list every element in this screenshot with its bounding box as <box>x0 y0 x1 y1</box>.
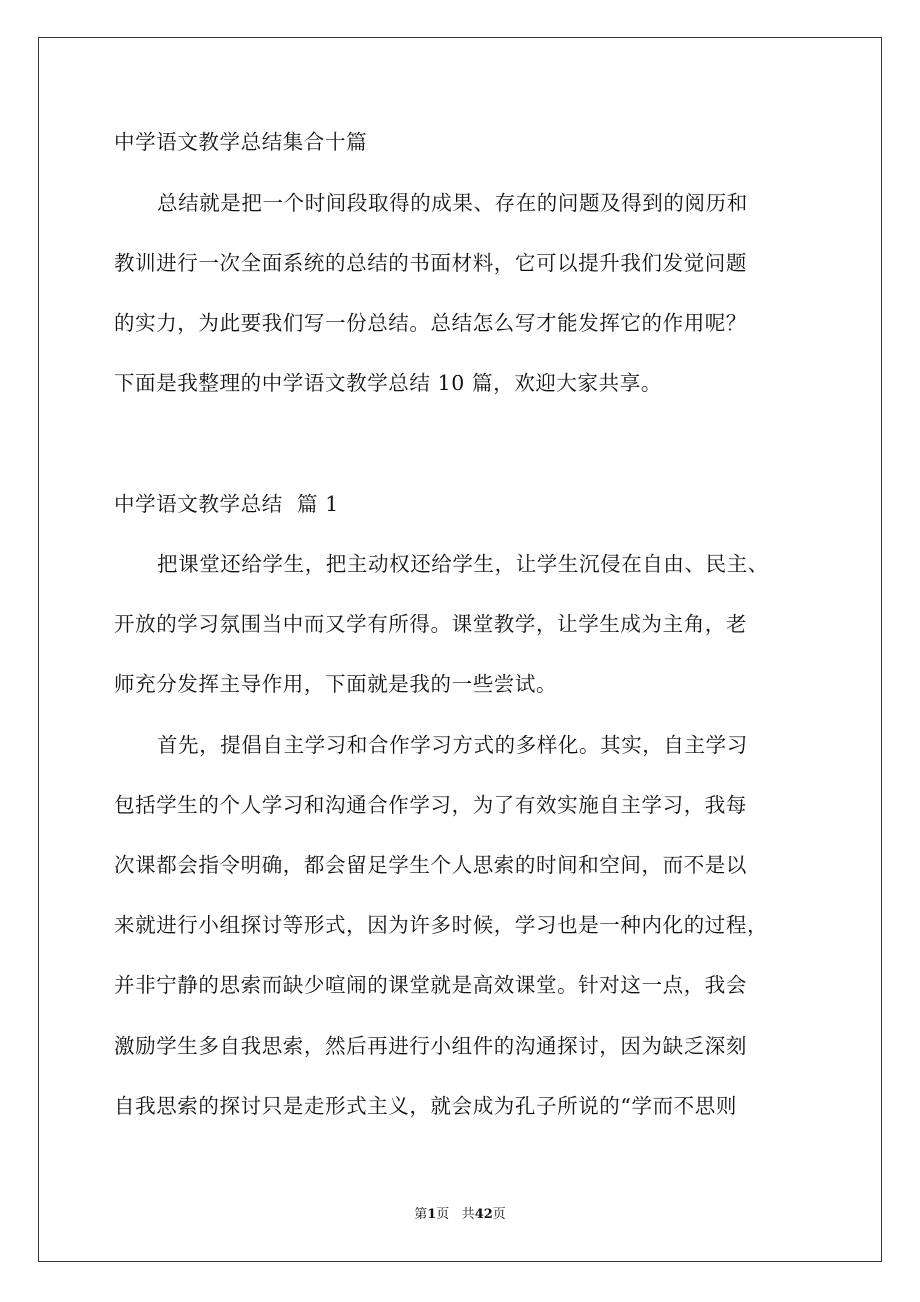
footer-prefix: 第 <box>414 1207 428 1222</box>
page-border <box>38 37 882 1262</box>
footer-page-number: 1 <box>427 1207 437 1222</box>
page-footer <box>0 1206 920 1224</box>
document-title: 中学语文教学总结集合十篇 <box>114 130 368 154</box>
paragraph-line: 自我思索的探讨只是走形式主义，就会成为孔子所说的“学而不思则 <box>114 1094 737 1118</box>
footer-page-suffix: 页 <box>436 1207 450 1222</box>
paragraph-line: 次课都会指令明确，都会留足学生个人思索的时间和空间，而不是以 <box>114 853 747 877</box>
paragraph-line: 首先，提倡自主学习和合作学习方式的多样化。其实，自主学习 <box>157 733 748 757</box>
intro-line: 下面是我整理的中学语文教学总结 10 篇，欢迎大家共享。 <box>114 371 662 395</box>
intro-line: 教训进行一次全面系统的总结的书面材料，它可以提升我们发觉问题 <box>114 251 747 275</box>
footer-total-pages: 42 <box>474 1207 493 1222</box>
intro-line: 的实力，为此要我们写一份总结。总结怎么写才能发挥它的作用呢？ <box>114 311 747 335</box>
footer-total-suffix: 页 <box>492 1207 506 1222</box>
section-heading: 中学语文教学总结 篇 1 <box>114 492 339 516</box>
paragraph-line: 来就进行小组探讨等形式，因为许多时候，学习也是一种内化的过程， <box>114 913 769 937</box>
intro-line: 总结就是把一个时间段取得的成果、存在的问题及得到的阅历和 <box>157 191 748 215</box>
paragraph-line: 包括学生的个人学习和沟通合作学习，为了有效实施自主学习，我每 <box>114 793 747 817</box>
paragraph-line: 激励学生多自我思索，然后再进行小组件的沟通探讨，因为缺乏深刻 <box>114 1034 747 1058</box>
paragraph-line: 开放的学习氛围当中而又学有所得。课堂教学，让学生成为主角，老 <box>114 612 747 636</box>
paragraph-line: 并非宁静的思索而缺少喧闹的课堂就是高效课堂。针对这一点，我会 <box>114 973 747 997</box>
paragraph-line: 把课堂还给学生，把主动权还给学生，让学生沉侵在自由、民主、 <box>157 552 769 576</box>
footer-total-prefix: 共 <box>461 1207 475 1222</box>
paragraph-line: 师充分发挥主导作用，下面就是我的一些尝试。 <box>114 672 558 696</box>
